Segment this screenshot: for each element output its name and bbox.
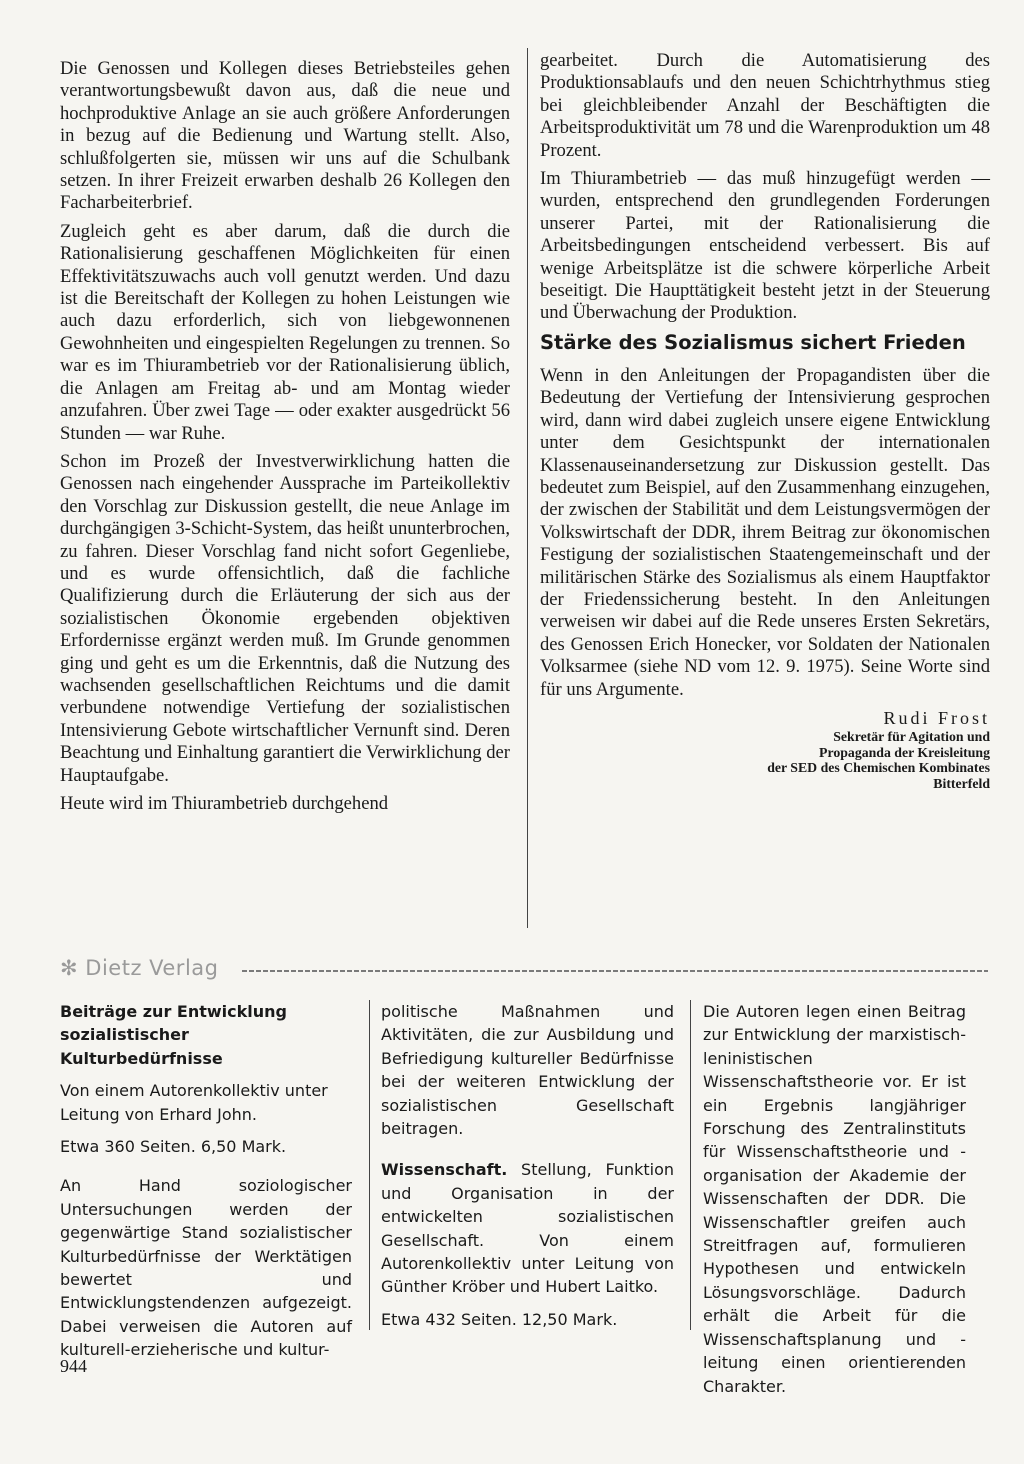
column-divider bbox=[369, 1000, 370, 1330]
author-role-line: der SED des Chemischen Kombinates bbox=[767, 760, 990, 776]
book-column-2 bbox=[381, 1000, 674, 1340]
book-entry bbox=[381, 1158, 674, 1298]
section-heading: Stärke des Sozialismus sichert Frieden bbox=[540, 330, 966, 354]
column-divider bbox=[527, 48, 528, 928]
paragraph: Schon im Prozeß der Investverwirklichung hatten die Genossen nach eingehender Aussprache im Parteikollektiv den Vorschlag zur Diskussion gestellt, die neue Anlage im durchgängigen 3-Schicht-System, das heißt ununterbrochen, zu fahren. Dieser Vorschlag fand nicht sofort Gegenliebe, und es wurde offensichtlich, daß die fachliche Qualifizierung durch die Erläuterung der sich aus der sozialistischen Ökonomie ergebenden objektiven Erfordernisse ergänzt werden muß. Im Grunde genommen ging und geht es um die Erkenntnis, daß die Nutzung des wachsenden gesellschaftlichen Reichtums und die damit verbundene notwendige Vertiefung der sozialistischen Intensivierung Gebote wirtschaftlicher Vernunft sind. Deren Beachtung und Einhaltung garantiert die Verwirklichung der Hauptaufgabe. bbox=[60, 450, 510, 786]
publisher-logo bbox=[60, 956, 218, 980]
book-column-1 bbox=[60, 1000, 352, 1371]
paragraph: Zugleich geht es aber darum, daß die durch die Rationalisierung geschaffenen Möglichkeiten für einen Effektivitätszuwachs auch voll genutzt werden. Und dazu ist die Bereitschaft der Kollegen zu hohen Leistungen wie auch dazu erforderlich, sich von liebgewonnenen Gewohnheiten und eingespielten Regelungen zu trennen. So war es im Thiurambetrieb vor der Rationalisierung üblich, die Anlagen am Freitag ab- und am Montag wieder anzufahren. Über zwei Tage — oder exakter ausgedrückt 56 Stunden — war Ruhe. bbox=[60, 220, 510, 444]
paragraph: gearbeitet. Durch die Automatisierung des Produktionsablaufs und den neuen Schichtrhythmus stieg bei gleichbleibender Anzahl der Beschäftigten die Arbeitsproduktivität um 78 und die Warenproduktion um 48 Prozent. bbox=[540, 50, 990, 161]
paragraph: Im Thiurambetrieb — das muß hinzugefügt werden — wurden, entsprechend den grundlegenden Forderungen unserer Partei, mit der Rationalisierung die Arbeitsbedingungen entscheidend verbessert. Bis auf wenige Arbeitsplätze ist die schwere körperliche Arbeit beseitigt. Die Haupttätigkeit besteht jetzt in der Steuerung und Überwachung der Produktion. bbox=[540, 168, 990, 324]
book-description: Die Autoren legen einen Beitrag zur Entwicklung der marxistisch-leninistischen Wissenschaftstheorie vor. Er ist ein Ergebnis langjähriger Forschung des Zentralinstituts für Wissenschaftstheorie und -organisation der Akademie der Wissenschaften der DDR. Die Wissenschaftler greifen auch Streitfragen auf, formulieren Hypothesen und entwickeln Lösungsvorschläge. Dadurch erhält die Arbeit für die Wissenschaftsplanung und -leitung einen orientierenden Charakter. bbox=[703, 1002, 966, 1396]
publisher-name: Dietz Verlag bbox=[85, 956, 219, 980]
author-name: Rudi Frost bbox=[883, 707, 990, 728]
column-divider bbox=[690, 1000, 691, 1330]
article-column-2 bbox=[540, 50, 990, 791]
dietz-logo-icon: ✻ bbox=[60, 956, 79, 980]
book-description: An Hand soziologischer Untersuchungen werden der gegenwärtige Stand sozialistischer Kulturbedürfnisse der Werktätigen bewertet und Entwicklungstendenzen aufgezeigt. Dabei verweisen die Autoren auf kulturell-erzieherische und kultur- bbox=[60, 1176, 352, 1360]
paragraph: Wenn in den Anleitungen der Propagandisten über die Bedeutung der Vertiefung der Intensivierung gesprochen wird, dann wird dabei zugleich unsere eigene Entwicklung unter dem Gesichtspunkt der internationalen Klassenauseinandersetzung zur Diskussion gestellt. Das bedeutet zum Beispiel, auf den Zusammenhang einzugehen, der zwischen der Stabilität und dem Leistungsvermögen der Volkswirtschaft der DDR, ihrem Beitrag zur ökonomischen Festigung der sozialistischen Staatengemeinschaft und der militärischen Stärke des Sozialismus als einem Hauptfaktor der Friedenssicherung besteht. In den Anleitungen verweisen wir dabei auf die Rede unseres Ersten Sekretärs, des Genossen Erich Honecker, vor Soldaten der Nationalen Volksarmee (siehe ND vom 12. 9. 1975). Seine Worte sind für uns Argumente. bbox=[540, 364, 990, 700]
paragraph: Die Genossen und Kollegen dieses Betriebsteiles gehen verantwortungsbewußt davon aus, daß die neue und hochproduktive Anlage an sie auch größere Anforderungen in bezug auf die Bedienung und Wartung stellt. Also, schlußfolgerten sie, müssen wir uns auf die Schulbank setzen. In ihrer Freizeit erwarben deshalb 26 Kollegen den Facharbeiterbrief. bbox=[60, 58, 510, 214]
book-subtitle: Stellung, Funktion und Organisation in der entwickelten sozialistischen Gesellschaft. Von einem Autorenkollektiv unter Leitung von Günther Kröber und Hubert Laitko. bbox=[381, 1160, 674, 1297]
book-price: Etwa 360 Seiten. 6,50 Mark. bbox=[60, 1137, 287, 1157]
book-price: Etwa 432 Seiten. 12,50 Mark. bbox=[381, 1309, 618, 1329]
author-role-line: Bitterfeld bbox=[933, 775, 990, 791]
author-role-line: Sekretär für Agitation und bbox=[833, 729, 990, 745]
author-role-line: Propaganda der Kreisleitung bbox=[819, 744, 990, 760]
book-description: politische Maßnahmen und Aktivitäten, die zur Ausbildung und Befriedigung kultureller Bedürfnisse bei der weiteren Entwicklung der sozialistischen Gesellschaft beitragen. bbox=[381, 1002, 674, 1139]
publisher-band bbox=[60, 956, 988, 982]
paragraph: Heute wird im Thiurambetrieb durchgehend bbox=[60, 793, 389, 814]
book-title: Beiträge zur Entwicklung sozialistischer Kulturbedürfnisse bbox=[60, 1002, 287, 1068]
book-title: Wissenschaft. bbox=[381, 1160, 508, 1180]
dashed-rule bbox=[242, 970, 988, 972]
book-authors: Von einem Autorenkollektiv unter Leitung von Erhard John. bbox=[60, 1081, 328, 1124]
article-column-1 bbox=[60, 58, 510, 821]
page-number: 944 bbox=[60, 1356, 87, 1376]
author-role bbox=[540, 729, 990, 791]
book-column-3 bbox=[703, 1000, 966, 1407]
